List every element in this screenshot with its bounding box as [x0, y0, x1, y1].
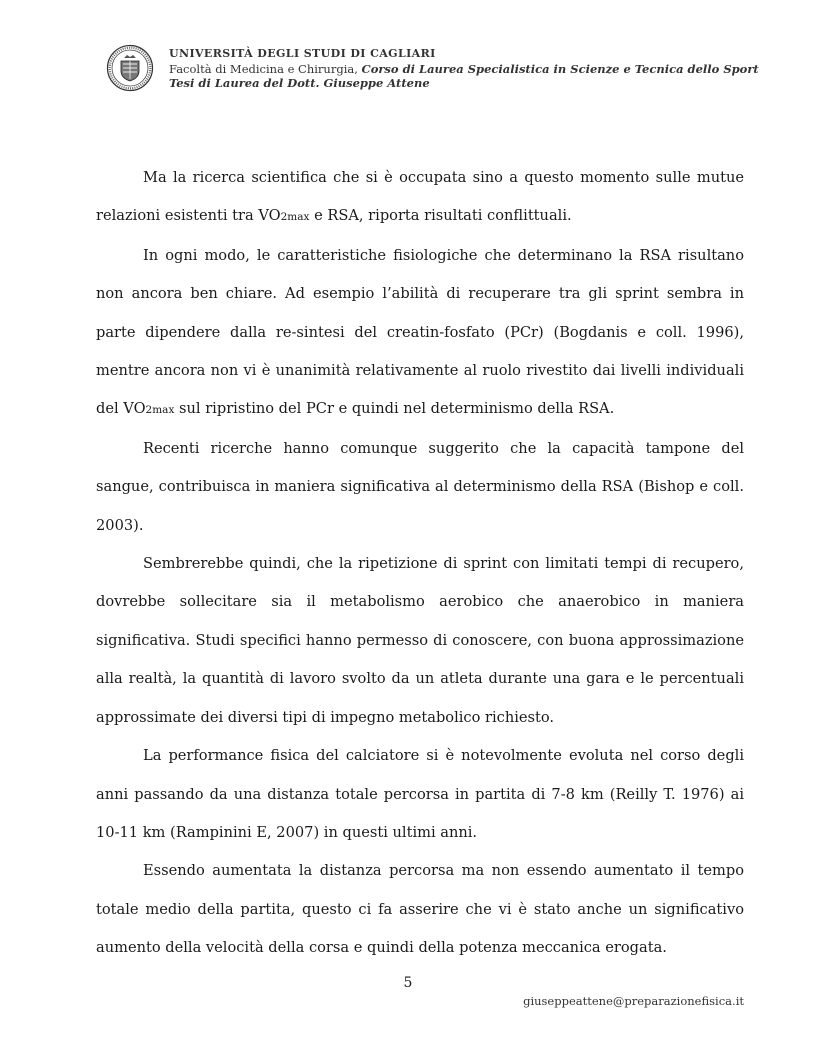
page-number: 5: [403, 975, 413, 991]
vo2max-subscript: 2max: [280, 211, 310, 224]
paragraph-2: [96, 237, 744, 430]
paragraph-1-text-b: e RSA, riporta risultati conflittuali.: [309, 207, 572, 225]
course-name: Corso di Laurea Specialistica in Scienze e Tecnica dello Sport: [361, 61, 759, 76]
university-seal-icon: [106, 44, 154, 92]
paragraph-3: Recenti ricerche hanno comunque suggerito che la capacità tampone del sangue, contribuisca in maniera significativa al determinismo della RSA (Bishop e coll. 2003).: [96, 439, 744, 534]
faculty-line: [169, 62, 759, 77]
paragraph-1-text-a: Ma la ricerca scientifica che si è occupata sino a questo momento sulle mutue relazioni esistenti tra VO: [96, 169, 744, 225]
page-header: [106, 44, 766, 94]
paragraph-6: Essendo aumentata la distanza percorsa ma non essendo aumentato il tempo totale medio della partita, questo ci fa asserire che vi è stato anche un significativo aumento della velocità della corsa e quindi della potenza meccanica erogata.: [96, 862, 744, 957]
paragraph-4: Sembrerebbe quindi, che la ripetizione di sprint con limitati tempi di recupero, dovrebbe sollecitare sia il metabolismo aerobico che anaerobico in maniera significativa. Studi specifici hanno permesso di conoscere, con buona approssimazione alla realtà, la quantità di lavoro svolto da un atleta durante una gara e le percentuali approssimate dei diversi tipi di impegno metabolico richiesto.: [96, 555, 744, 726]
vo2max-subscript: 2max: [145, 404, 175, 417]
footer-email: giuseppeattene@preparazionefisica.it: [523, 994, 744, 1008]
paragraph-2-text-a: In ogni modo, le caratteristiche fisiologiche che determinano la RSA risultano non ancora ben chiare. Ad esempio l’abilità di recuperare tra gli sprint sembra in parte dipendere dalla re-sintesi del creatin-fosfato (PCr) (Bogdanis e coll. 1996), mentre ancora non vi è unanimità relativamente al ruolo rivestito dai livelli individuali del VO: [96, 246, 744, 418]
paragraph-5: La performance fisica del calciatore si è notevolmente evoluta nel corso degli anni passando da una distanza totale percorsa in partita di 7-8 km (Reilly T. 1976) ai 10-11 km (Rampinini E, 2007) in questi ultimi anni.: [96, 747, 744, 841]
paragraph-1: [96, 159, 744, 237]
main-text: [96, 159, 744, 968]
paragraph-2-text-b: sul ripristino del PCr e quindi nel determinismo della RSA.: [174, 400, 615, 418]
university-name: UNIVERSITÀ DEGLI STUDI DI CAGLIARI: [169, 47, 436, 60]
thesis-author: Tesi di Laurea del Dott. Giuseppe Attene: [169, 76, 430, 90]
faculty-name: Facoltà di Medicina e Chirurgia,: [169, 61, 358, 76]
